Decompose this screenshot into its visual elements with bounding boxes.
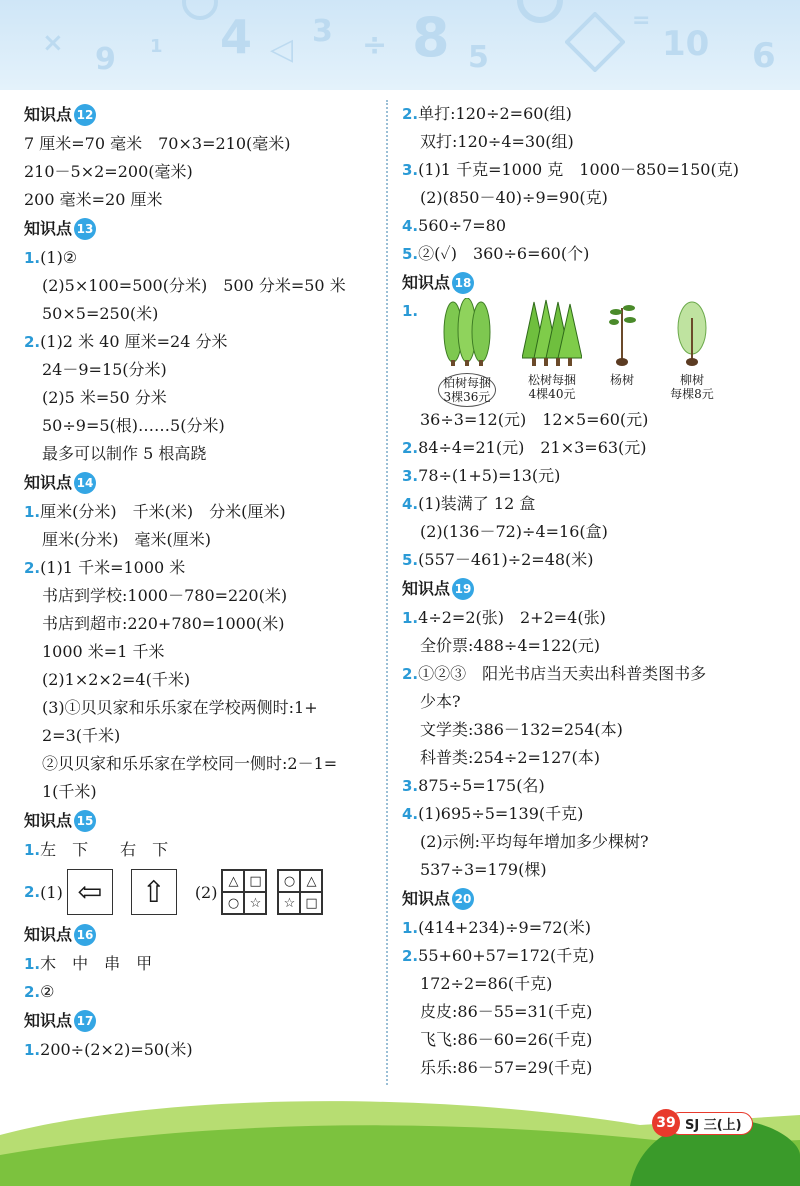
answer-line: 5.(557－461)÷2=48(米)	[402, 550, 594, 569]
tree-caption: 柳树	[679, 373, 704, 387]
answer-line: 50×5=250(米)	[42, 304, 159, 323]
book-label: SJ 三(上)	[668, 1112, 753, 1135]
kp-number-badge: 17	[74, 1010, 96, 1032]
answer-line: 2.②	[24, 982, 55, 1001]
answer-line: 36÷3=12(元) 12×5=60(元)	[420, 410, 649, 429]
answer-line: 2.(1)1 千米=1000 米	[24, 558, 186, 577]
answer-line: 4.(1)装满了 12 盒	[402, 494, 536, 513]
answer-line: 1.(1)②	[24, 248, 78, 267]
banner-digit: 6	[752, 36, 776, 76]
knowledge-point-16-heading: 知识点 16	[24, 920, 376, 950]
answer-line: 2.84÷4=21(元) 21×3=63(元)	[402, 438, 647, 457]
answer-line: (2)(850－40)÷9=90(克)	[420, 188, 608, 207]
answer-line: 1000 米=1 千米	[42, 642, 165, 661]
answer-line: 7 厘米=70 毫米 70×3=210(毫米)	[24, 134, 291, 153]
answer-line: 537÷3=179(棵)	[420, 860, 547, 879]
green-hill-decoration	[0, 1095, 800, 1186]
kp-number-badge: 16	[74, 924, 96, 946]
banner-digit: 9	[95, 42, 116, 77]
answer-line: 最多可以制作 5 根高跷	[42, 444, 207, 463]
answer-line: 210－5×2=200(毫米)	[24, 162, 193, 181]
circle-decoration-icon	[180, 0, 220, 28]
knowledge-point-13-heading: 知识点 13	[24, 214, 376, 244]
up-arrow-icon: ⇧	[131, 869, 177, 915]
answer-line: 1.木 中 串 甲	[24, 954, 153, 973]
answer-line: 4.560÷7=80	[402, 216, 507, 235]
banner-digit: =	[632, 8, 651, 33]
banner-digit: 4	[220, 10, 253, 64]
answer-line: (3)①贝贝家和乐乐家在学校两侧时:1+	[42, 698, 318, 717]
left-column	[24, 100, 376, 1064]
banner-digit: 10	[662, 24, 710, 64]
answer-line: 2.单打:120÷2=60(组)	[402, 104, 572, 123]
answer-line: 文学类:386－132=254(本)	[420, 720, 623, 739]
shape-grid-b: ○ △ ☆ □	[277, 869, 323, 915]
answer-line: 1.200÷(2×2)=50(米)	[24, 1040, 193, 1059]
answer-line: 双打:120÷4=30(组)	[420, 132, 574, 151]
answer-line: (2)(136－72)÷4=16(盒)	[420, 522, 608, 541]
answer-line: 2.①②③ 阳光书店当天卖出科普类图书多	[402, 664, 707, 683]
knowledge-point-20-heading: 知识点 20	[402, 884, 782, 914]
answer-line: 乐乐:86－57=29(千克)	[420, 1058, 593, 1077]
banner-digit: 8	[412, 6, 450, 69]
answer-line: 飞飞:86－60=26(千克)	[420, 1030, 593, 1049]
kp-number-badge: 19	[452, 578, 474, 600]
page-number-badge	[652, 1110, 753, 1136]
right-column	[402, 100, 782, 1082]
shapes-answer-row: 2. (1) ⇦ ⇧ (2) △ □ ○ ☆ ○ △ ☆ □	[24, 864, 376, 920]
answer-line: 5.②(✓) 360÷6=60(个)	[402, 244, 590, 263]
tree-caption: 3棵36元	[443, 390, 491, 404]
willow-tree-icon	[672, 298, 712, 368]
answer-line: 4.(1)695÷5=139(千克)	[402, 804, 584, 823]
banner-digit: ×	[42, 28, 64, 58]
poplar-tree-icon	[602, 298, 642, 368]
diamond-decoration-icon	[565, 12, 625, 72]
answer-line: 172÷2=86(千克)	[420, 974, 553, 993]
answer-line: 24－9=15(分米)	[42, 360, 167, 379]
kp-number-badge: 18	[452, 272, 474, 294]
kp-number-badge: 14	[74, 472, 96, 494]
tree-caption: 柏树每捆	[442, 376, 491, 390]
answer-line: 全价票:488÷4=122(元)	[420, 636, 600, 655]
answer-line: 1.(414+234)÷9=72(米)	[402, 918, 591, 937]
knowledge-point-12-heading: 知识点 12	[24, 100, 376, 130]
answer-line: (2)5×100=500(分米) 500 分米=50 米	[42, 276, 346, 295]
answer-line: 1(千米)	[42, 782, 97, 801]
pine-tree-icon	[522, 298, 582, 368]
banner-digit: 5	[468, 40, 489, 75]
answer-line: (2)示例:平均每年增加多少棵树?	[420, 832, 649, 851]
knowledge-point-17-heading: 知识点 17	[24, 1006, 376, 1036]
knowledge-point-15-heading: 知识点 15	[24, 806, 376, 836]
answer-line: 少本?	[420, 692, 461, 711]
answer-line: 3.875÷5=175(名)	[402, 776, 545, 795]
answer-line: 3.(1)1 千克=1000 克 1000－850=150(克)	[402, 160, 739, 179]
answer-line: 厘米(分米) 毫米(厘米)	[42, 530, 211, 549]
banner-digit: 3	[312, 14, 333, 49]
circle-decoration-icon	[515, 0, 565, 30]
answer-line: 书店到学校:1000－780=220(米)	[42, 586, 288, 605]
kp-number-badge: 15	[74, 810, 96, 832]
shape-grid-a: △ □ ○ ☆	[221, 869, 267, 915]
column-divider	[386, 100, 388, 1085]
banner-digit: ÷	[362, 28, 388, 63]
answer-line: 2=3(千米)	[42, 726, 121, 745]
answer-line: 2.55+60+57=172(千克)	[402, 946, 595, 965]
tree-caption: 杨树	[609, 373, 634, 387]
answer-line: 1.厘米(分米) 千米(米) 分米(厘米)	[24, 502, 286, 521]
answer-line: (2)1×2×2=4(千米)	[42, 670, 191, 689]
knowledge-point-18-heading: 知识点 18	[402, 268, 782, 298]
answer-line: 1.4÷2=2(张) 2+2=4(张)	[402, 608, 606, 627]
answer-line: 1.左 下 右 下	[24, 840, 169, 859]
page-number: 39	[652, 1109, 680, 1137]
top-banner	[0, 0, 800, 90]
knowledge-point-19-heading: 知识点 19	[402, 574, 782, 604]
answer-line: 200 毫米=20 厘米	[24, 190, 163, 209]
knowledge-point-14-heading: 知识点 14	[24, 468, 376, 498]
answer-line: 3.78÷(1+5)=13(元)	[402, 466, 561, 485]
trees-illustration: 1. 柏树每捆 3棵36元 松树每捆 4棵40元 杨树 柳树 每棵8元	[402, 298, 782, 406]
answer-line: (2)5 米=50 分米	[42, 388, 167, 407]
answer-line: 皮皮:86－55=31(千克)	[420, 1002, 593, 1021]
answer-line: 2.(1)2 米 40 厘米=24 分米	[24, 332, 228, 351]
answer-line: 50÷9=5(根)……5(分米)	[42, 416, 225, 435]
tree-caption: 4棵40元	[528, 387, 576, 401]
cypress-tree-icon	[437, 298, 497, 368]
tree-caption: 每棵8元	[670, 387, 714, 401]
banner-digit: ◁	[270, 32, 294, 67]
answer-line: 书店到超市:220+780=1000(米)	[42, 614, 285, 633]
kp-number-badge: 20	[452, 888, 474, 910]
kp-number-badge: 12	[74, 104, 96, 126]
banner-digit: 1	[150, 36, 163, 57]
answer-line: 科普类:254÷2=127(本)	[420, 748, 600, 767]
kp-number-badge: 13	[74, 218, 96, 240]
left-arrow-icon: ⇦	[67, 869, 113, 915]
answer-line: ②贝贝家和乐乐家在学校同一侧时:2－1=	[42, 754, 338, 773]
cypress-tree-bundle	[422, 298, 512, 407]
willow-tree	[647, 298, 737, 401]
tree-caption: 松树每捆	[527, 373, 576, 387]
